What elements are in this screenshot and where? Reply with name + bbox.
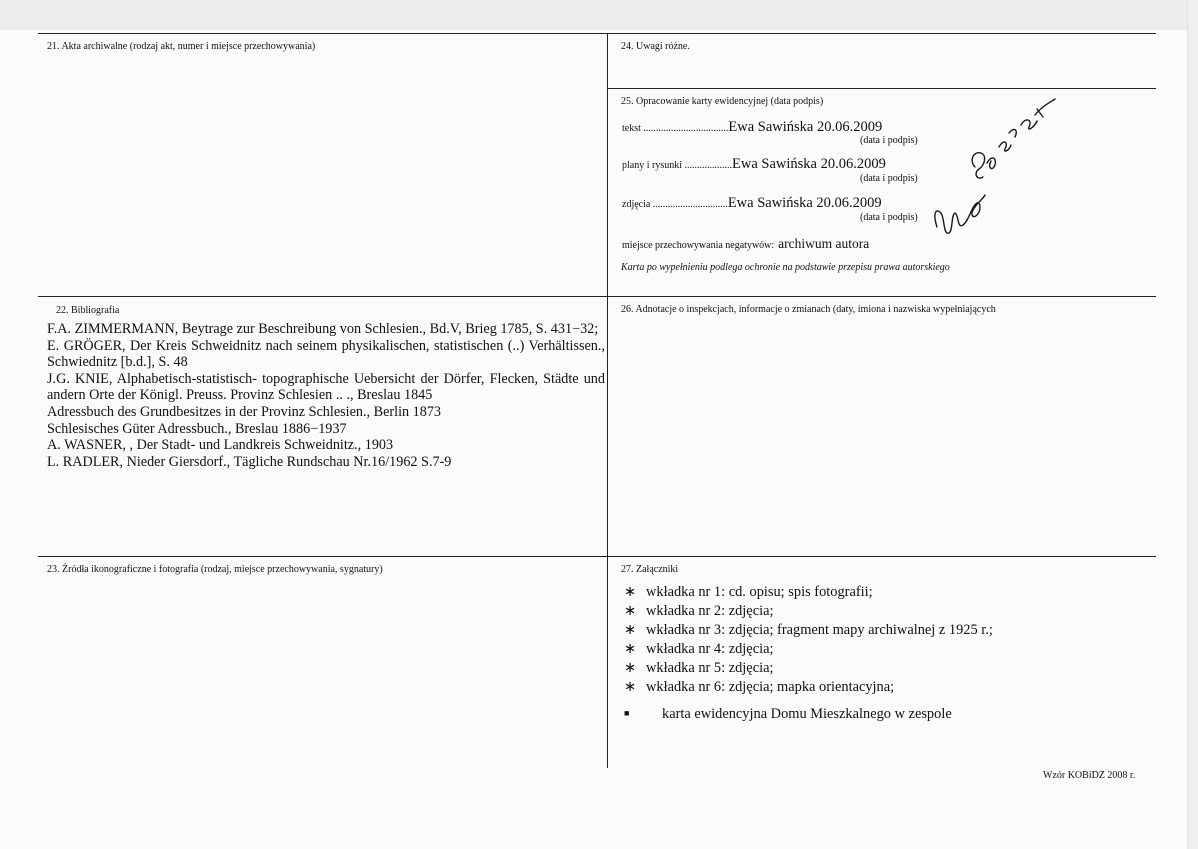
asterisk-icon: ∗ [624,660,637,676]
form-version-footer: Wzór KOBiDZ 2008 r. [1043,770,1136,781]
signature-row-photos [622,194,882,212]
negatives-label: miejsce przechowywania negatywów: [622,240,775,251]
bibliography-list [47,321,605,470]
scan-right-edge [1187,0,1198,849]
bibliography-entry: J.G. KNIE, Alphabetisch-statistisch- topographische Uebersicht der Dörfer, Flecken, Städte und andern Orte der Königl. Preuss. Provinz Schlesien .. ., Breslau 1845 [47,370,605,404]
rule-row3 [38,556,1156,557]
attachment-text: wkładka nr 1: cd. opisu; spis fotografii; [646,584,873,600]
attachment-item [624,603,773,620]
section-26-title: 26. Adnotacje o inspekcjach, informacje o zmianach (daty, imiona i nazwiska wypełniających [621,304,996,315]
asterisk-icon: ∗ [624,603,637,619]
signature-row-text [622,118,882,136]
section-24-title: 24. Uwagi różne. [621,41,690,52]
attachment-text: wkładka nr 5: zdjęcia; [646,660,774,676]
attachment-extra [624,706,952,723]
row-value: Ewa Sawińska 20.06.2009 [727,195,882,211]
row-sublabel: (data i podpis) [860,135,918,146]
section-27-title: 27. Załączniki [621,564,679,575]
row-sublabel: (data i podpis) [860,212,918,223]
attachment-text: wkładka nr 4: zdjęcia; [646,641,774,657]
top-rule [38,33,1156,34]
bibliography-entry: F.A. ZIMMERMANN, Beytrage zur Beschreibung von Schlesien., Bd.V, Brieg 1785, S. 431−32; [47,321,599,337]
negatives-row [622,235,869,253]
signature-row-plans [622,155,886,173]
negatives-value: archiwum autora [778,236,870,251]
asterisk-icon: ∗ [624,622,637,638]
section-23-title: 23. Źródła ikonograficzne i fotografia (rodzaj, miejsce przechowywania, sygnatury) [47,564,383,575]
scan-top-band [0,0,1198,30]
attachment-item [624,660,773,677]
handwritten-signature [925,95,1060,245]
row-label: plany i rysunki ................... [622,160,732,171]
column-divider [607,33,608,768]
section-25-title: 25. Opracowanie karty ewidencyjnej (data podpis) [621,96,824,107]
asterisk-icon: ∗ [624,679,637,695]
bibliography-entry: A. WASNER, , Der Stadt- und Landkreis Schweidnitz., 1903 [47,437,394,454]
attachment-item [624,584,873,601]
attachment-item [624,622,993,639]
row-label: tekst .................................. [622,123,729,134]
section-22-title: 22. Bibliografia [56,305,120,316]
attachment-text: wkładka nr 2: zdjęcia; [646,603,774,619]
attachment-text: wkładka nr 3: zdjęcia; fragment mapy archiwalnej z 1925 r.; [646,622,993,638]
bibliography-entry: Adressbuch des Grundbesitzes in der Provinz Schlesien., Berlin 1873 [47,403,442,420]
attachment-item [624,679,894,696]
row-label: zdjęcia .............................. [622,199,728,210]
square-bullet-icon: ■ [624,708,630,718]
section-21-title: 21. Akta archiwalne (rodzaj akt, numer i miejsce przechowywania) [47,41,316,52]
bibliography-entry: Schlesisches Güter Adressbuch., Breslau 1886−1937 [47,420,347,437]
rule-24-25 [607,88,1156,89]
row-value: Ewa Sawińska 20.06.2009 [728,119,883,135]
attachment-text: wkładka nr 6: zdjęcia; mapka orientacyjna; [646,679,895,695]
asterisk-icon: ∗ [624,641,637,657]
row-value: Ewa Sawińska 20.06.2009 [732,156,886,172]
rule-row2 [38,296,1156,297]
bibliography-entry: E. GRÖGER, Der Kreis Schweidnitz nach seinem physikalischen, statistischen (..) Verhältissen., Schwiednitz [b.d.], S. 48 [47,337,605,371]
attachment-extra-text: karta ewidencyjna Domu Mieszkalnego w zespole [662,706,952,722]
asterisk-icon: ∗ [624,584,637,600]
bibliography-entry: L. RADLER, Nieder Giersdorf., Tägliche Rundschau Nr.16/1962 S.7-9 [47,453,452,470]
row-sublabel: (data i podpis) [860,173,918,184]
copyright-note: Karta po wypełnieniu podlega ochronie na podstawie przepisu prawa autorskiego [621,262,950,273]
attachment-item [624,641,773,658]
